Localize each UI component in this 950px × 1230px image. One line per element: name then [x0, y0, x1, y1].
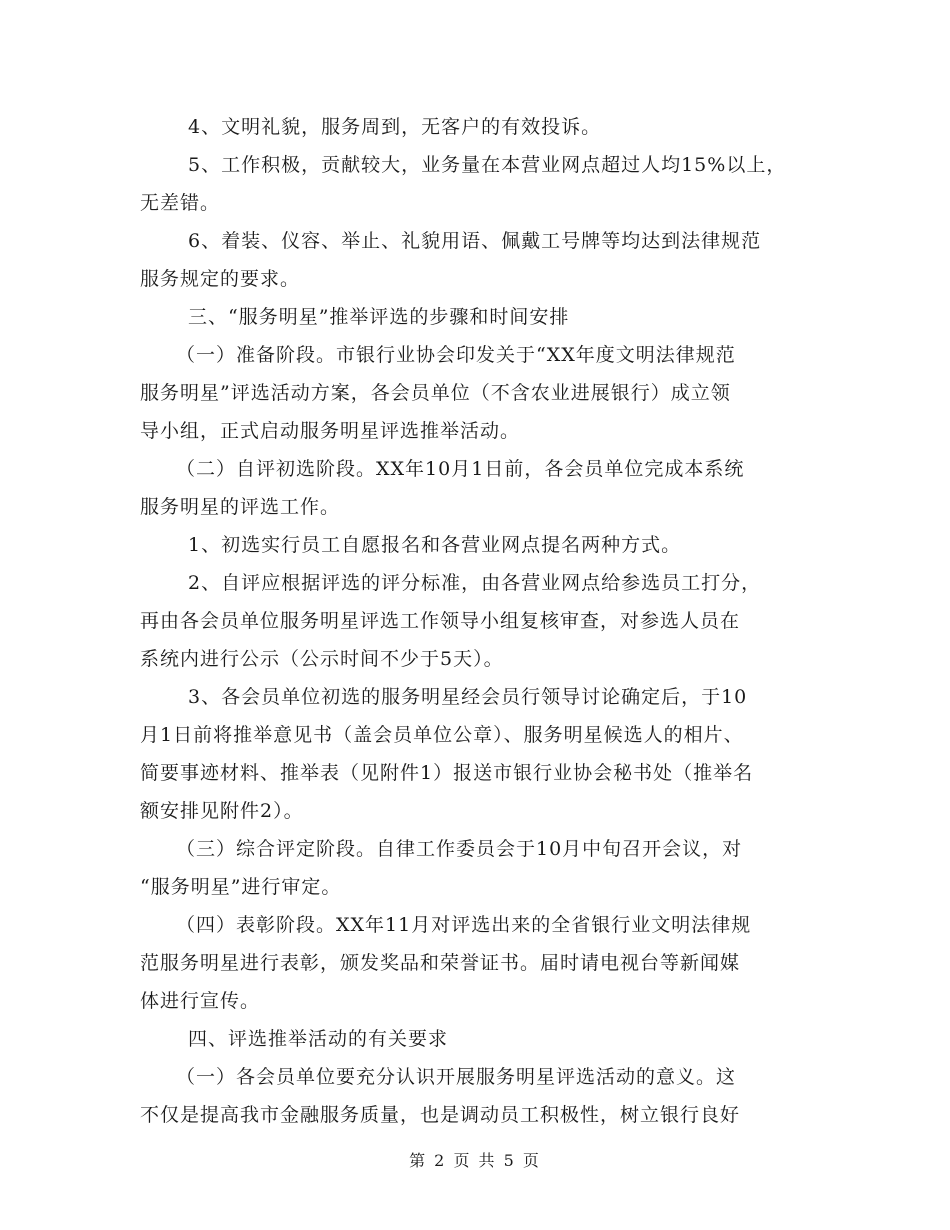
text-line: （一）各会员单位要充分认识开展服务明星评选活动的意义。这: [176, 1066, 737, 1088]
text-line: 3、各会员单位初选的服务明星经会员行领导讨论确定后，于10: [188, 686, 748, 708]
text-line: （三）综合评定阶段。自律工作委员会于10月中旬召开会议，对: [176, 838, 743, 860]
text-line: 四、评选推举活动的有关要求: [188, 1028, 449, 1050]
text-line: “服务明星”进行审定。: [140, 876, 342, 898]
text-line: 无差错。: [140, 192, 221, 214]
text-line: 5、工作积极，贡献较大，业务量在本营业网点超过人均15%以上，: [188, 154, 787, 176]
text-line: 2、自评应根据评选的评分标准，由各营业网点给参选员工打分，: [188, 572, 762, 594]
text-line: 体进行宣传。: [140, 990, 261, 1012]
text-line: 额安排见附件2）。: [140, 800, 304, 822]
text-line: 再由各会员单位服务明星评选工作领导小组复核审查，对参选人员在: [140, 610, 741, 632]
text-line: 简要事迹材料、推举表（见附件1）报送市银行业协会秘书处（推举名: [140, 762, 754, 784]
text-line: 导小组，正式启动服务明星评选推举活动。: [140, 420, 521, 442]
text-line: 范服务明星进行表彰，颁发奖品和荣誉证书。届时请电视台等新闻媒: [140, 952, 741, 974]
document-body: [140, 108, 830, 1134]
text-line: 三、“服务明星”推举评选的步骤和时间安排: [188, 306, 570, 328]
text-line: （一）准备阶段。市银行业协会印发关于“XX年度文明法律规范: [176, 344, 736, 366]
text-line: 月1日前将推举意见书（盖会员单位公章）、服务明星候选人的相片、: [140, 724, 744, 746]
text-line: （二）自评初选阶段。XX年10月1日前，各会员单位完成本系统: [176, 458, 745, 480]
text-line: 服务明星”评选活动方案，各会员单位（不含农业进展银行）成立领: [140, 382, 731, 404]
text-line: 4、文明礼貌，服务周到，无客户的有效投诉。: [188, 116, 602, 138]
text-line: 系统内进行公示（公示时间不少于5天）。: [140, 648, 504, 670]
text-line: 6、着装、仪容、举止、礼貌用语、佩戴工号牌等均达到法律规范: [188, 230, 762, 252]
text-line: 1、初选实行员工自愿报名和各营业网点提名两种方式。: [188, 534, 682, 556]
text-line: 服务明星的评选工作。: [140, 496, 341, 518]
text-line: 服务规定的要求。: [140, 268, 301, 290]
text-line: （四）表彰阶段。XX年11月对评选出来的全省银行业文明法律规: [176, 914, 752, 936]
page-footer: 第 2 页 共 5 页: [409, 1151, 541, 1170]
text-line: 不仅是提高我市金融服务质量，也是调动员工积极性，树立银行良好: [140, 1104, 741, 1126]
